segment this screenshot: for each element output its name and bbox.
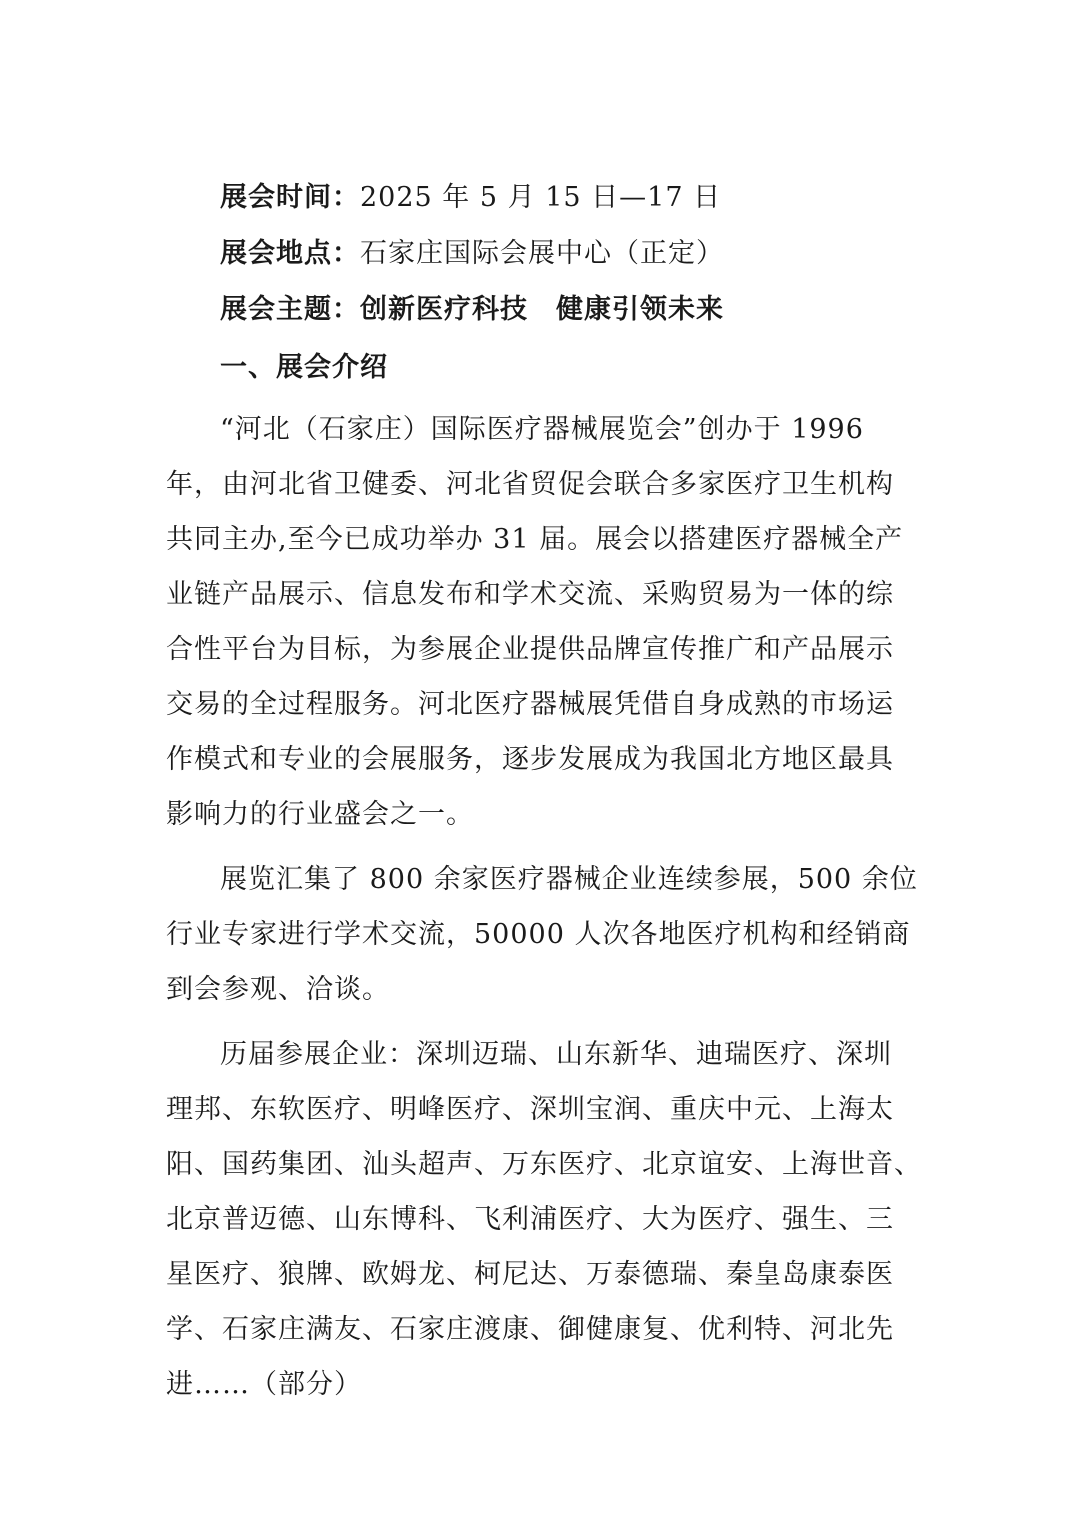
paragraph-line: 合性平台为目标，为参展企业提供品牌宣传推广和产品展示 — [166, 634, 894, 665]
document-body — [166, 170, 922, 1412]
paragraph-exhibitors — [166, 1027, 922, 1412]
paragraph-line: 理邦、东软医疗、明峰医疗、深圳宝润、重庆中元、上海太 — [166, 1094, 894, 1125]
exhibition-theme — [166, 282, 911, 338]
paragraph-line: 行业专家进行学术交流，50000 人次各地医疗机构和经销商 — [166, 919, 911, 950]
paragraph-scale — [166, 852, 918, 1017]
theme-label: 展会主题： — [220, 294, 360, 325]
paragraph-line: 星医疗、狼牌、欧姆龙、柯尼达、万泰德瑞、秦皇岛康泰医 — [166, 1259, 894, 1290]
paragraph-line: 进……（部分） — [166, 1369, 362, 1400]
time-label: 展会时间： — [220, 182, 360, 213]
paragraph-line: 交易的全过程服务。河北医疗器械展凭借自身成熟的市场运 — [166, 689, 894, 720]
paragraph-line: “河北（石家庄）国际医疗器械展览会”创办于 1996 — [220, 414, 864, 445]
paragraph-line: 作模式和专业的会展服务，逐步发展成为我国北方地区最具 — [166, 744, 894, 775]
time-value: 2025 年 5 月 15 日—17 日 — [360, 182, 722, 213]
venue-value: 石家庄国际会展中心（正定） — [360, 238, 724, 269]
paragraph-line: 北京普迈德、山东博科、飞利浦医疗、大为医疗、强生、三 — [166, 1204, 894, 1235]
paragraph-line: 共同主办,至今已成功举办 31 届。展会以搭建医疗器械全产 — [166, 524, 904, 555]
paragraph-line: 年，由河北省卫健委、河北省贸促会联合多家医疗卫生机构 — [166, 469, 894, 500]
paragraph-gap — [166, 842, 911, 848]
venue-label: 展会地点： — [220, 238, 360, 269]
paragraph-line: 阳、国药集团、汕头超声、万东医疗、北京谊安、上海世音、 — [166, 1149, 922, 1180]
paragraph-introduction — [166, 402, 911, 842]
paragraph-line: 历届参展企业：深圳迈瑞、山东新华、迪瑞医疗、深圳 — [220, 1039, 892, 1070]
section-heading: 一、展会介绍 — [220, 352, 388, 383]
paragraph-line: 到会参观、洽谈。 — [166, 974, 390, 1005]
paragraph-line: 学、石家庄满友、石家庄渡康、御健康复、优利特、河北先 — [166, 1314, 894, 1345]
paragraph-gap — [166, 1017, 911, 1023]
exhibition-time — [166, 170, 911, 226]
theme-value: 创新医疗科技 健康引领未来 — [360, 294, 724, 325]
paragraph-line: 业链产品展示、信息发布和学术交流、采购贸易为一体的综 — [166, 579, 894, 610]
paragraph-line: 影响力的行业盛会之一。 — [166, 799, 474, 830]
exhibition-venue — [166, 226, 911, 282]
paragraph-line: 展览汇集了 800 余家医疗器械企业连续参展，500 余位 — [220, 864, 918, 895]
